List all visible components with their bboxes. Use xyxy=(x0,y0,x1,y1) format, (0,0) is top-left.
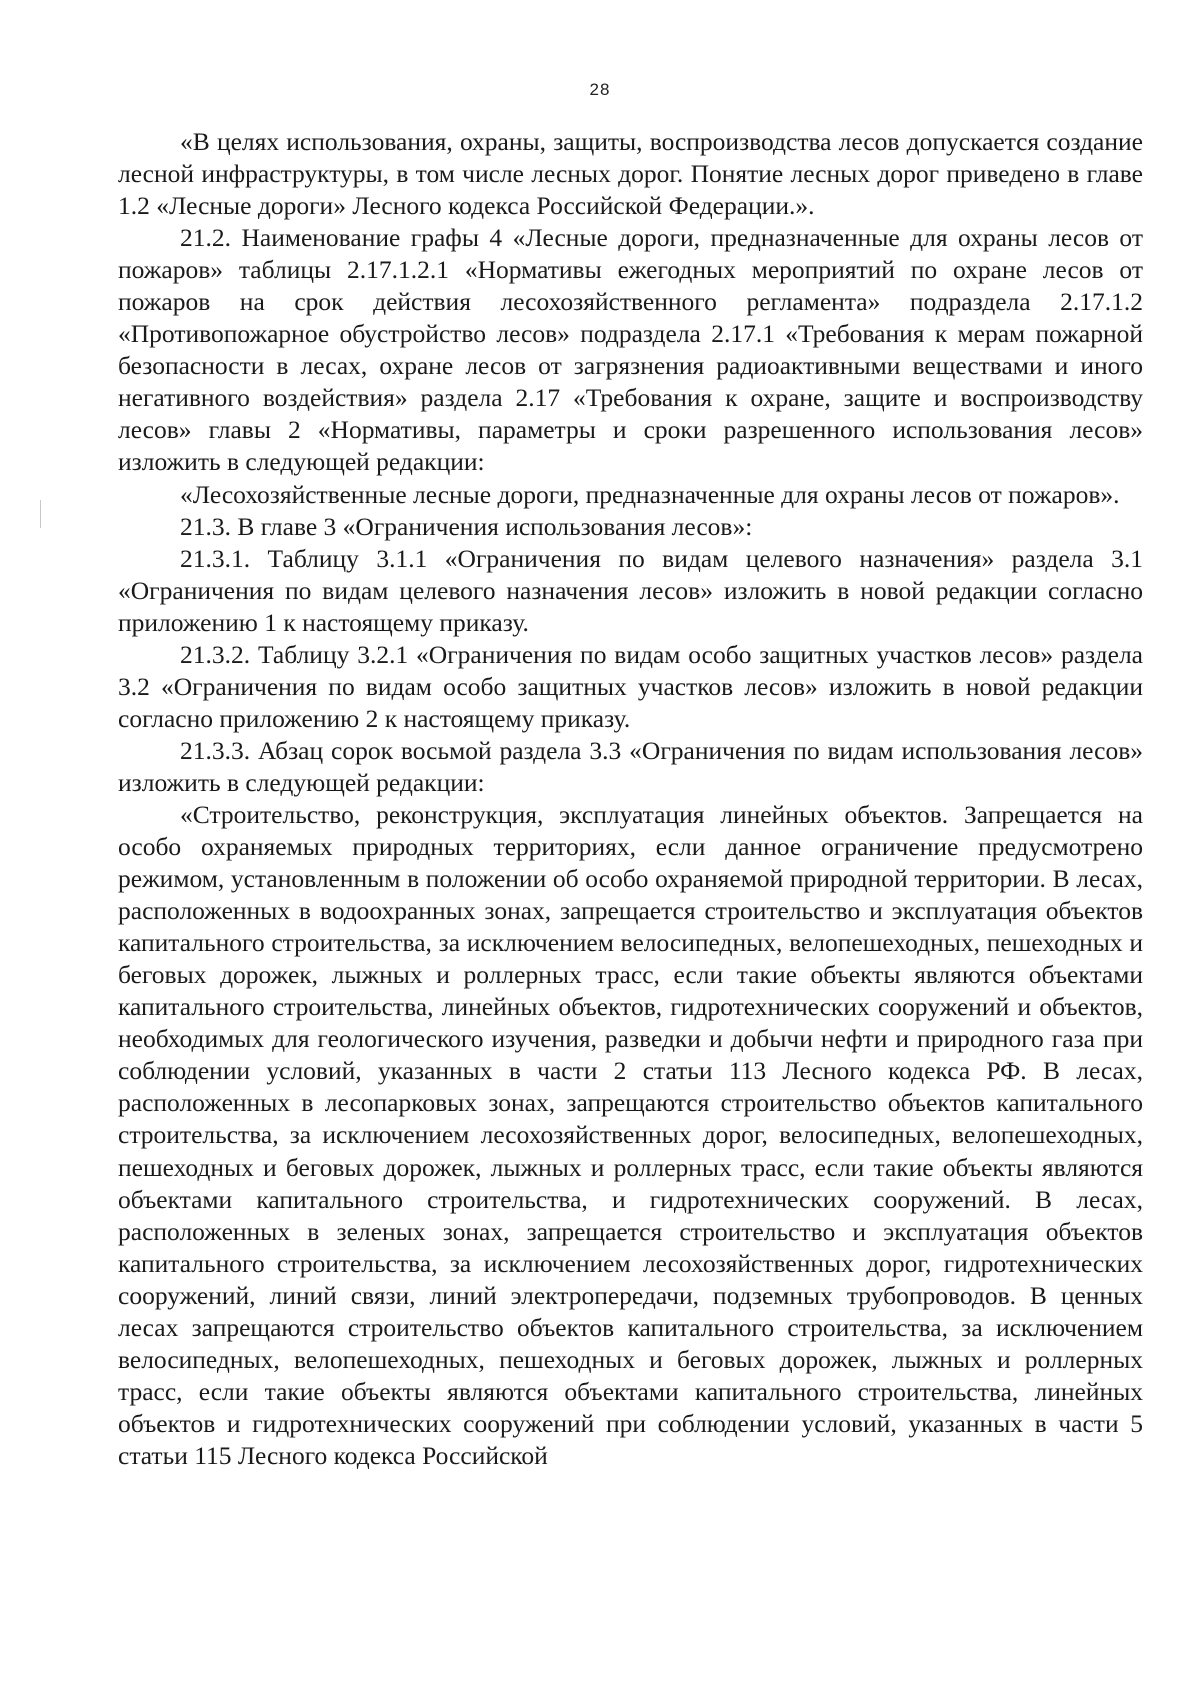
paragraph-21-3: 21.3. В главе 3 «Ограничения использования лесов»: xyxy=(180,511,753,541)
page-number: 28 xyxy=(589,80,611,99)
paragraph-forest-infrastructure: «В целях использования, охраны, защиты, воспроизводства лесов допускается создание лесной инфраструктуры, в том числе лесных дорог. Понятие лесных дорог приведено в главе 1.2 «Лесные дороги» Лесного кодекса Российской Федерации.». xyxy=(118,127,1143,221)
paragraph-21-2: 21.2. Наименование графы 4 «Лесные дороги, предназначенные для охраны лесов от пожаров» таблицы 2.17.1.2.1 «Нормативы ежегодных мероприятий по охране лесов от пожаров на срок действия лесохозяйственного регламента» подраздела 2.17.1.2 «Противопожарное обустройство лесов» подраздела 2.17.1 «Требования к мерам пожарной безопасности в лесах, охране лесов от загрязнения радиоактивными веществами и иного негативного воздействия» раздела 2.17 «Требования к охране, защите и воспроизводству лесов» главы 2 «Нормативы, параметры и сроки разрешенного использования лесов» изложить в следующей редакции: xyxy=(118,223,1143,477)
document-body xyxy=(118,126,1143,1472)
paragraph-construction-restrictions: «Строительство, реконструкция, эксплуатация линейных объектов. Запрещается на особо охраняемых природных территориях, если данное ограничение предусмотрено режимом, установленным в положении об особо охраняемой природной территории. В лесах, расположенных в водоохранных зонах, запрещается строительство и эксплуатация объектов капитального строительства, за исключением велосипедных, велопешеходных, пешеходных и беговых дорожек, лыжных и роллерных трасс, если такие объекты являются объектами капитального строительства, линейных объектов, гидротехнических сооружений и объектов, необходимых для геологического изучения, разведки и добычи нефти и природного газа при соблюдении условий, указанных в части 2 статьи 113 Лесного кодекса РФ. В лесах, расположенных в лесопарковых зонах, запрещаются строительство объектов капитального строительства, за исключением лесохозяйственных дорог, велосипедных, велопешеходных, пешеходных и беговых дорожек, лыжных и роллерных трасс, если такие объекты являются объектами капитального строительства, и гидротехнических сооружений. В лесах, расположенных в зеленых зонах, запрещается строительство и эксплуатация объектов капитального строительства, за исключением лесохозяйственных дорог, гидротехнических сооружений, линий связи, линий электропередачи, подземных трубопроводов. В ценных лесах запрещаются строительство объектов капитального строительства, за исключением велосипедных, велопешеходных, пешеходных и беговых дорожек, лыжных и роллерных трасс, если такие объекты являются объектами капитального строительства, линейных объектов и гидротехнических сооружений при соблюдении условий, указанных в части 5 статьи 115 Лесного кодекса Российской xyxy=(118,799,1143,1470)
paragraph-new-column-name: «Лесохозяйственные лесные дороги, предназначенные для охраны лесов от пожаров». xyxy=(180,479,1120,509)
paragraph-21-3-3: 21.3.3. Абзац сорок восьмой раздела 3.3 «Ограничения по видам использования лесов» изложить в следующей редакции: xyxy=(118,735,1143,797)
paragraph-21-3-1: 21.3.1. Таблицу 3.1.1 «Ограничения по видам целевого назначения» раздела 3.1 «Ограничения по видам целевого назначения лесов» изложить в новой редакции согласно приложению 1 к настоящему приказу. xyxy=(118,543,1143,637)
scan-artifact-line xyxy=(40,500,41,528)
paragraph-21-3-2: 21.3.2. Таблицу 3.2.1 «Ограничения по видам особо защитных участков лесов» раздела 3.2 «Ограничения по видам особо защитных участков лесов» изложить в новой редакции согласно приложению 2 к настоящему приказу. xyxy=(118,639,1143,733)
